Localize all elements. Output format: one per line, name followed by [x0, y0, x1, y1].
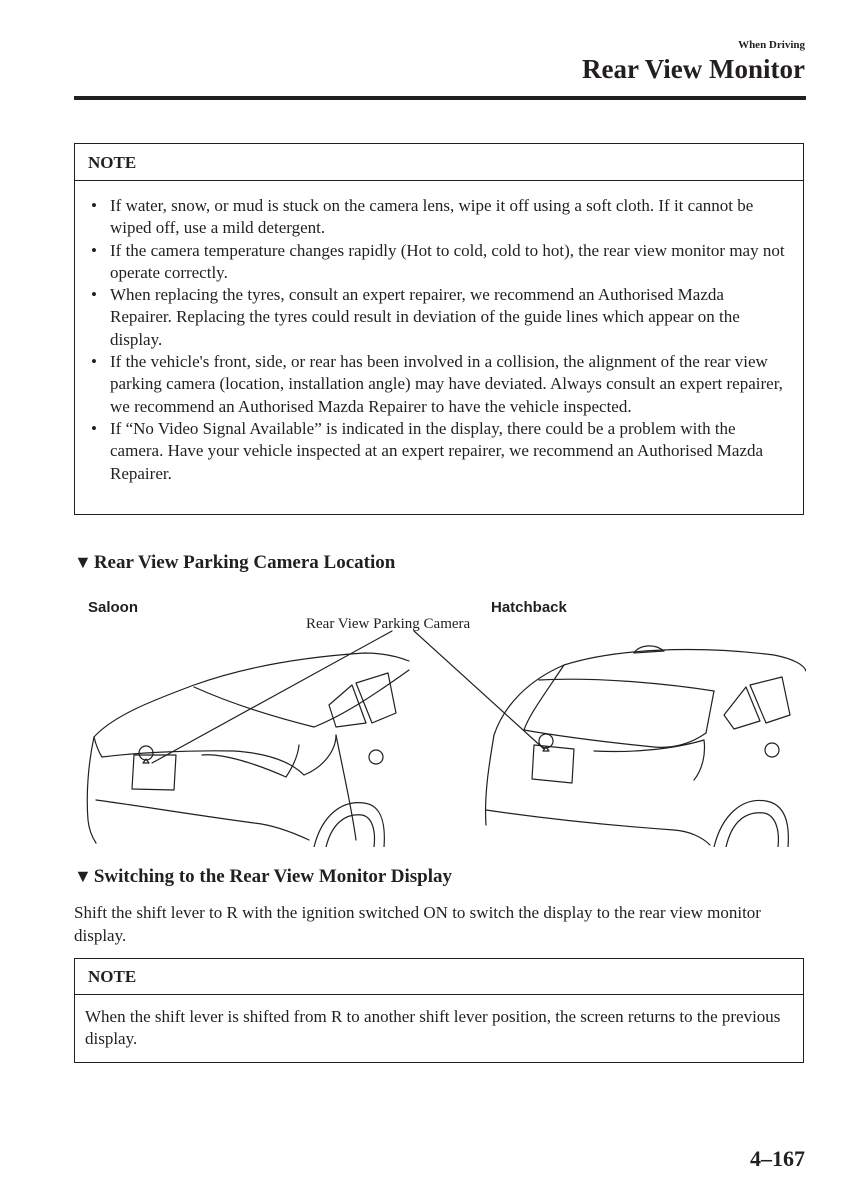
callout-leader-lines — [152, 631, 544, 763]
section-heading-text: Switching to the Rear View Monitor Display — [93, 866, 453, 887]
note-heading: NOTE — [75, 959, 803, 995]
page-number: 4–167 — [750, 1146, 805, 1171]
note-box-camera-care — [74, 143, 804, 515]
figure-label-saloon: Saloon — [88, 599, 139, 616]
section-heading-switching — [74, 866, 452, 888]
section-heading-text: Rear View Parking Camera Location — [93, 552, 396, 573]
bullet-icon: • — [91, 285, 97, 305]
bullet-icon: • — [91, 240, 97, 260]
saloon-car-illustration — [87, 653, 409, 847]
note-item-text: When replacing the tyres, consult an expert repairer, we recommend an Authorised Mazda Repairer. Replacing the tyres could result in deviation of the guide lines which appear on the display. — [110, 285, 740, 349]
bullet-icon: • — [91, 196, 97, 215]
note-heading: NOTE — [75, 144, 803, 181]
note-list — [75, 181, 803, 485]
bullet-icon: • — [91, 418, 97, 438]
bullet-icon: • — [91, 352, 97, 372]
note-item-text: If the camera temperature changes rapidly (Hot to cold, cold to hot), the rear view monitor may not operate correctly. — [110, 240, 785, 282]
note-item — [89, 284, 789, 351]
camera-location-illustration — [74, 625, 806, 847]
note-body-text: When the shift lever is shifted from R to another shift lever position, the screen returns to the previous display. — [85, 1007, 781, 1049]
page-title: Rear View Monitor — [582, 54, 805, 84]
note-item — [89, 240, 789, 285]
note-item — [89, 351, 789, 418]
note-item-text: If “No Video Signal Available” is indicated in the display, there could be a problem with the camera. Have your vehicle inspected at an expert repairer, we recommend an Authorised Mazda Repairer. — [110, 418, 764, 483]
header-rule — [74, 96, 806, 100]
note-item-text: If water, snow, or mud is stuck on the camera lens, wipe it off using a soft cloth. If it cannot be wiped off, use a mild detergent. — [110, 196, 754, 238]
note-item — [89, 418, 789, 485]
section-heading-camera-location — [74, 552, 395, 574]
figure-label-hatchback: Hatchback — [491, 599, 567, 616]
triangle-down-icon: ▼ — [74, 552, 92, 572]
switching-paragraph: Shift the shift lever to R with the ignition switched ON to switch the display to the rear view monitor display. — [74, 903, 761, 945]
hatchback-car-illustration — [486, 646, 806, 847]
note-item — [89, 195, 789, 240]
note-item-text: If the vehicle's front, side, or rear has been involved in a collision, the alignment of the rear view parking camera (location, installation angle) may have deviated. Always consult an expert repairer, we recommend an Authorised Mazda Repairer to have the vehicle inspected. — [110, 352, 783, 416]
figure-callout-camera: Rear View Parking Camera — [306, 616, 471, 632]
note-box-shift-lever — [74, 958, 804, 1063]
triangle-down-icon: ▼ — [74, 866, 92, 886]
header-section-label: When Driving — [738, 39, 805, 51]
